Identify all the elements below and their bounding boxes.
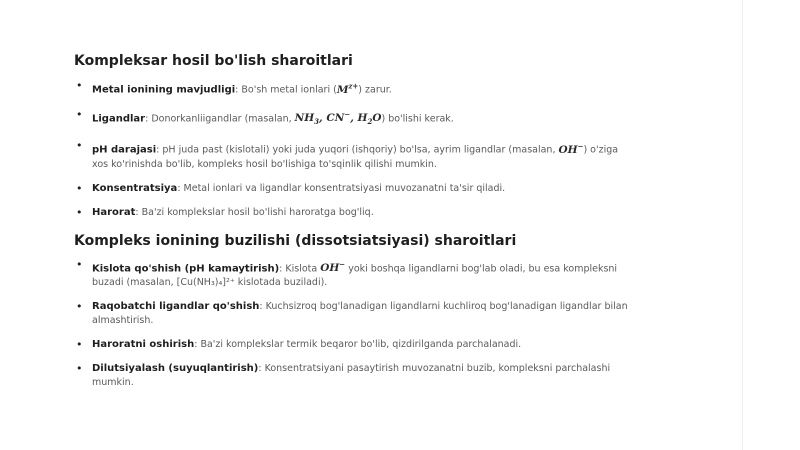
bullet: • (76, 338, 83, 352)
item-term: Harorat (92, 206, 136, 218)
list-item (74, 182, 634, 196)
formula-charge: − (344, 109, 351, 119)
bullet: • (76, 362, 83, 376)
list-item (74, 338, 634, 352)
list-item (74, 79, 634, 98)
item-term: Konsentratsiya (92, 182, 178, 194)
hydroxide-formula (320, 259, 346, 275)
formula-symbol: OH (320, 262, 340, 275)
formula-symbol: O (372, 112, 382, 124)
formula-symbol: M (336, 83, 349, 96)
formula-subscript: 2 (367, 117, 373, 127)
item-term: Ligandlar (92, 113, 146, 124)
item-text: : Donorkanliigandlar (masalan, (145, 113, 295, 124)
item-text: : Ba'zi komplekslar termik beqaror bo'lib, qizdirilganda parchalanadi. (194, 339, 522, 351)
document-content (74, 52, 634, 400)
item-text: : pH juda past (kislotali) yoki juda yuqori (ishqoriy) bo'lsa, ayrim ligandlar (masalan, (156, 144, 559, 156)
ligand-formulas (294, 109, 382, 127)
bullet: • (76, 79, 83, 92)
item-term: Kislota qo'shish (pH kamaytirish) (92, 263, 280, 275)
dissociation-conditions-list (74, 258, 634, 391)
formula-symbol: OH (558, 143, 578, 156)
list-item (74, 300, 634, 328)
bullet: • (76, 107, 83, 121)
item-text: : Kislota (279, 263, 321, 275)
item-term: Haroratni oshirish (92, 339, 195, 351)
item-text: : Konsentratsiyani pasaytirish muvozanatni buzib, kompleksni parchalashi mumkin. (92, 363, 611, 389)
item-text-after: ) bo'lishi kerak. (381, 113, 454, 124)
formation-conditions-list (74, 79, 634, 220)
bullet: • (76, 139, 83, 153)
item-text: : Ba'zi komplekslar hosil bo'lishi haroratga bog'liq. (135, 206, 374, 218)
item-text: : Bo'sh metal ionlari ( (235, 84, 337, 96)
formula-symbol: NH (294, 112, 315, 124)
hydroxide-formula (558, 141, 584, 156)
formula-separator: , (319, 112, 327, 124)
section-title-dissociation: Kompleks ionining buzilishi (dissotsiatsiyasi) sharoitlari (74, 232, 517, 249)
bullet: • (76, 257, 83, 271)
item-term: Metal ionining mavjudligi (92, 84, 236, 96)
formula-symbol: CN (326, 112, 345, 124)
formula-charge: z+ (348, 81, 359, 90)
item-text-after: ) o'ziga xos ko'rinishda bo'lib, kompleks hosil bo'lishiga to'sqinlik qilishi mumkin. (92, 144, 619, 170)
list-item (74, 108, 634, 130)
item-text: : Kuchsizroq bog'lanadigan ligandlarni kuchliroq bog'lanadigan ligandlar bilan almashtirish. (92, 301, 628, 327)
bullet: • (76, 300, 83, 314)
list-item (74, 362, 634, 390)
page-edge (742, 0, 743, 450)
item-text-after: ) zarur. (358, 84, 392, 96)
item-text-after: yoki boshqa ligandlarni bog'lab oladi, bu esa kompleksni buzadi (masalan, [Cu(NH₃)₄]²⁺ kislotada buziladi). (92, 263, 618, 289)
item-term: pH darajasi (92, 144, 157, 156)
item-term: Dilutsiyalash (suyuqlantirish) (92, 363, 259, 375)
formula-separator: , (350, 112, 358, 124)
formula-symbol: H (357, 112, 368, 124)
item-term: Raqobatchi ligandlar qo'shish (92, 301, 260, 313)
list-item (74, 139, 634, 172)
bullet: • (76, 205, 83, 219)
bullet: • (76, 181, 83, 195)
formula-subscript: 3 (314, 117, 320, 127)
section-title-formation: Kompleksar hosil bo'lish sharoitlari (74, 53, 353, 69)
formula-charge: − (577, 141, 584, 151)
formula-charge: − (339, 259, 346, 269)
list-item (74, 206, 634, 220)
list-item (74, 258, 634, 291)
metal-ion-formula (336, 81, 359, 96)
item-text: : Metal ionlari va ligandlar konsentratsiyasi muvozanatni ta'sir qiladi. (177, 182, 506, 194)
